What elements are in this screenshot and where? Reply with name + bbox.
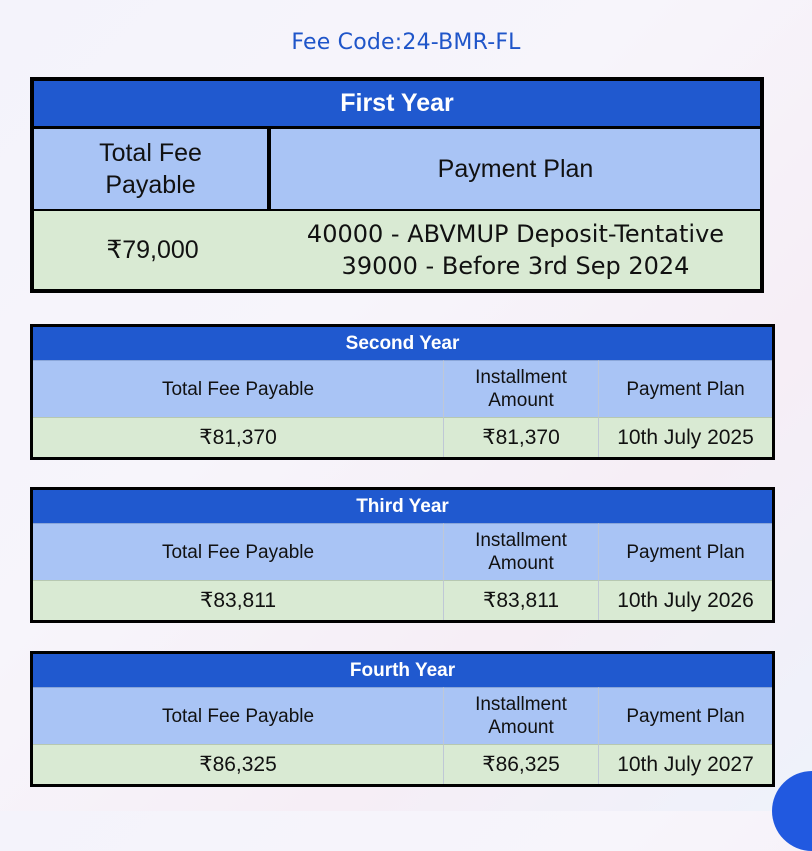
- fourth-year-installment-header: [443, 687, 598, 744]
- installment-header-label: Installment Amount: [475, 367, 567, 411]
- fourth-year-payment-plan-header: Payment Plan: [598, 687, 772, 744]
- fee-code-title: Fee Code:24-BMR-FL: [291, 30, 521, 55]
- second-year-installment-header: [443, 360, 598, 417]
- third-year-installment-value: ₹83,811: [443, 580, 598, 620]
- third-year-total-fee-value: ₹83,811: [33, 580, 443, 620]
- fourth-year-title: Fourth Year: [33, 654, 772, 687]
- second-year-payment-plan-value: 10th July 2025: [598, 417, 772, 457]
- first-year-total-fee-value: ₹79,000: [34, 211, 271, 289]
- second-year-payment-plan-header: Payment Plan: [598, 360, 772, 417]
- second-year-total-fee-value: ₹81,370: [33, 417, 443, 457]
- fourth-year-total-fee-value: ₹86,325: [33, 744, 443, 784]
- corner-chat-button[interactable]: [772, 771, 812, 851]
- third-year-payment-plan-header: Payment Plan: [598, 523, 772, 580]
- first-year-table: [30, 77, 764, 293]
- second-year-title: Second Year: [33, 327, 772, 360]
- fourth-year-total-fee-header: Total Fee Payable: [33, 687, 443, 744]
- installment-header-label: Installment Amount: [475, 530, 567, 574]
- fourth-year-installment-value: ₹86,325: [443, 744, 598, 784]
- third-year-installment-header: [443, 523, 598, 580]
- fourth-year-payment-plan-value: 10th July 2027: [598, 744, 772, 784]
- first-year-total-fee-header: [34, 129, 267, 209]
- first-year-payment-plan-value: [271, 211, 760, 289]
- installment-header-label: Installment Amount: [475, 694, 567, 738]
- second-year-installment-value: ₹81,370: [443, 417, 598, 457]
- plan-line-balance: 39000 - Before 3rd Sep 2024: [341, 252, 690, 280]
- third-year-payment-plan-value: 10th July 2026: [598, 580, 772, 620]
- second-year-table: [30, 324, 775, 460]
- first-year-title: First Year: [34, 81, 760, 126]
- total-fee-header-label: Total Fee Payable: [99, 139, 202, 199]
- fourth-year-table: [30, 651, 775, 787]
- third-year-title: Third Year: [33, 490, 772, 523]
- first-year-payment-plan-header: Payment Plan: [271, 129, 760, 209]
- third-year-table: [30, 487, 775, 623]
- second-year-total-fee-header: Total Fee Payable: [33, 360, 443, 417]
- plan-line-deposit: 40000 - ABVMUP Deposit-Tentative: [306, 220, 725, 248]
- third-year-total-fee-header: Total Fee Payable: [33, 523, 443, 580]
